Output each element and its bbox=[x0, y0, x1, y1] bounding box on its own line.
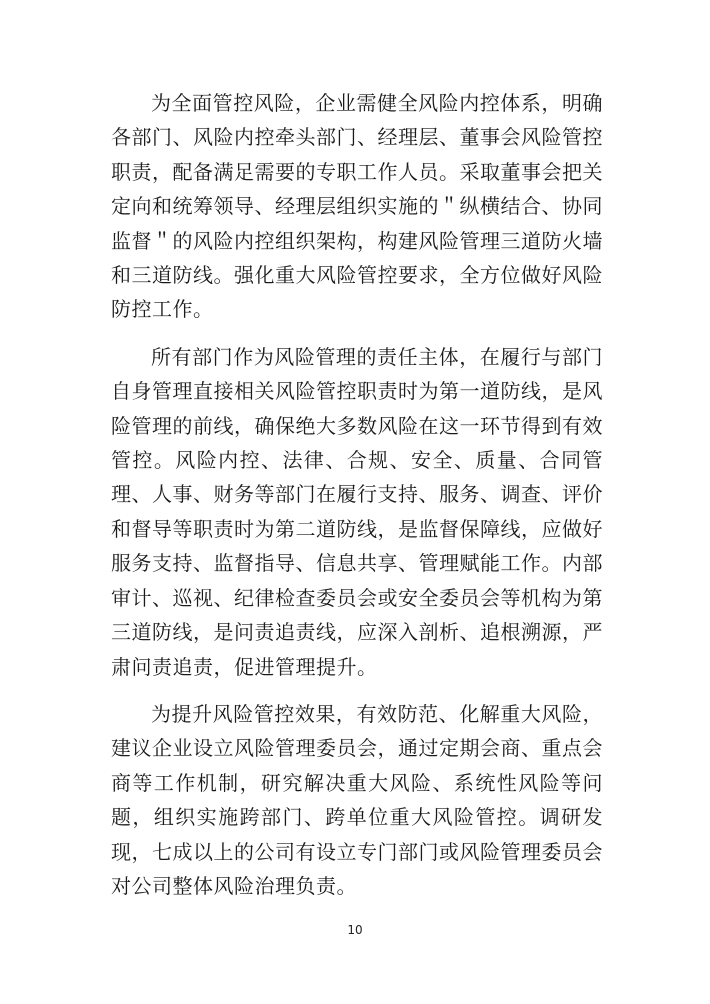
page-number: 10 bbox=[347, 923, 363, 937]
paragraph-risk-control-system: 为全面管控风险，企业需健全风险内控体系，明确各部门、风险内控牵头部门、经理层、董事会风险管控职责，配备满足需要的专职工作人员。采取董事会把关定向和统筹领导、经理层组织实施的＂纵横结合、协同监督＂的风险内控组织架构，构建风险管理三道防火墙和三道防线。强化重大风险管控要求，全方位做好风险防控工作。 bbox=[111, 91, 603, 322]
body-text bbox=[111, 86, 603, 903]
paragraph-three-lines-of-defense: 所有部门作为风险管理的责任主体，在履行与部门自身管理直接相关风险管控职责时为第一道防线，是风险管理的前线，确保绝大多数风险在这一环节得到有效管控。风险内控、法律、合规、安全、质量、合同管理、人事、财务等部门在履行支持、服务、调查、评价和督导等职责时为第二道防线，是监督保障线，应做好服务支持、监督指导、信息共享、管理赋能工作。内部审计、巡视、纪律检查委员会或安全委员会等机构为第三道防线，是问责追责线，应深入剖析、追根溯源，严肃问责追责，促进管理提升。 bbox=[111, 344, 603, 679]
paragraph-risk-committee: 为提升风险管控效果，有效防范、化解重大风险，建议企业设立风险管理委员会，通过定期会商、重点会商等工作机制，研究解决重大风险、系统性风险等问题，组织实施跨部门、跨单位重大风险管控。调研发现，七成以上的公司有设立专门部门或风险管理委员会对公司整体风险治理负责。 bbox=[111, 701, 603, 898]
